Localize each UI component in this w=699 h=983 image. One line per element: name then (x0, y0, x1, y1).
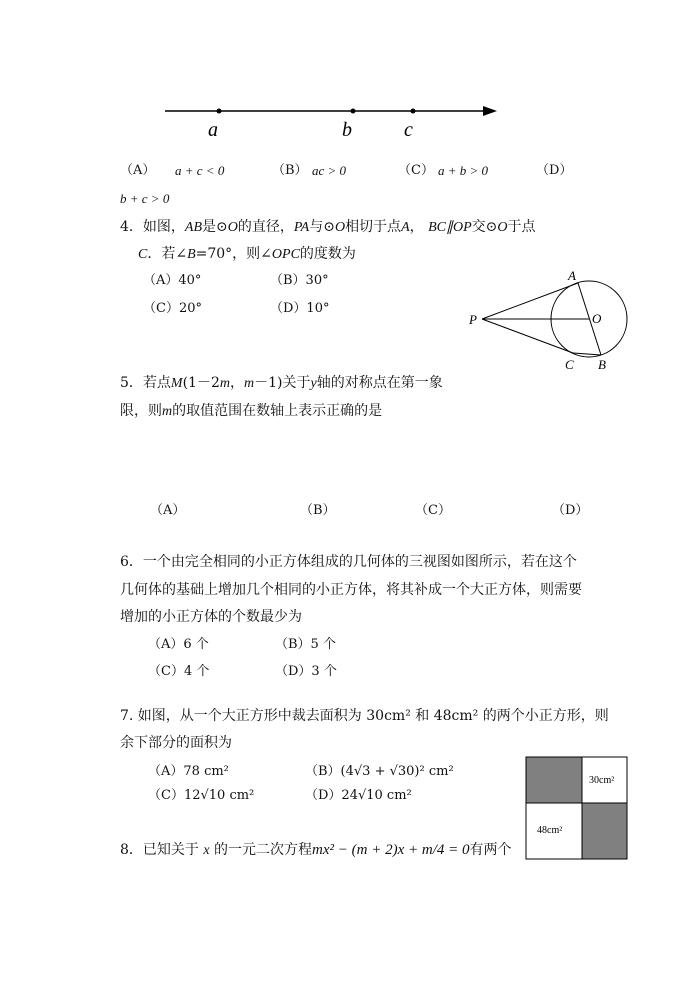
q6-stem-line1: 6．一个由完全相同的小正方体组成的几何体的三视图如图所示，若在这个 (120, 554, 577, 570)
q3-option-a-label: （A） (120, 163, 156, 178)
q3-option-a-expr: a + c < 0 (175, 163, 225, 178)
shaded-region-bottom-right (582, 803, 627, 859)
q3-option-d-expr: b + c > 0 (120, 191, 170, 206)
label-p: P (469, 312, 477, 327)
q4-option-b: （B）30° (270, 273, 329, 288)
q7-option-c: （C）12√10 cm² (148, 788, 255, 803)
q3-option-c-expr: a + b > 0 (438, 163, 489, 178)
q5-option-a: （A） (150, 503, 186, 518)
q6-option-b: （B）5 个 (275, 637, 336, 652)
q5-option-c: （C） (415, 503, 451, 518)
q3-option-b-expr: ac > 0 (312, 163, 347, 178)
q8-equation: mx² − (m + 2)x + m/4 = 0 (312, 842, 470, 858)
q6-stem-line2: 几何体的基础上增加几个相同的小正方体，将其补成一个大正方体，则需要 (120, 582, 582, 598)
point-b-label: b (342, 119, 352, 141)
q4-option-a: （A）40° (143, 273, 202, 288)
q3-option-c-label: （C） (398, 163, 434, 178)
q7-stem-line1: 7. 如图，从一个大正方形中裁去面积为 30cm² 和 48cm² 的两个小正方形，则 (120, 708, 609, 724)
q4-stem-line1: 4．如图，AB是⊙O的直径，PA与⊙O相切于点A， BC∥OP交⊙O于点 (120, 219, 536, 235)
q6-stem-line3: 增加的小正方体的个数最少为 (120, 609, 302, 625)
q4-stem-line2: C．若∠B=70°，则∠OPC的度数为 (138, 246, 356, 262)
q5-option-b: （B） (300, 503, 336, 518)
label-c: C (565, 357, 574, 372)
point-c-label: c (404, 119, 413, 141)
q3-option-d-label: （D） (536, 163, 573, 178)
square-48-label: 48cm² (537, 825, 563, 836)
q6-option-d: （D）3 个 (275, 664, 337, 679)
q6-option-c: （C）4 个 (148, 664, 210, 679)
q4-option-d: （D）10° (270, 301, 330, 316)
q8-stem: 8．已知关于 x 的一元二次方程mx² − (m + 2)x + m/4 = 0有两个 (120, 842, 512, 858)
point-a-label: a (208, 119, 218, 141)
label-b: B (598, 357, 606, 372)
q7-option-d: （D）24√10 cm² (305, 788, 412, 803)
q5-stem-line2: 限，则m的取值范围在数轴上表示正确的是 (120, 403, 383, 419)
shaded-region-top-left (526, 757, 582, 803)
square-30-label: 30cm² (589, 775, 615, 786)
q6-option-a: （A）6 个 (148, 637, 209, 652)
label-a: A (568, 268, 576, 283)
q7-option-b: （B）(4√3 + √30)² cm² (305, 764, 454, 779)
q4-option-c: （C）20° (143, 301, 202, 316)
q3-option-b-label: （B） (272, 163, 308, 178)
q7-stem-line2: 余下部分的面积为 (120, 735, 232, 751)
q5-stem-line1: 5．若点M(1－2m，m－1)关于y轴的对称点在第一象 (120, 375, 443, 391)
q5-option-d: （D） (552, 503, 589, 518)
label-o: O (592, 311, 602, 326)
q7-option-a: （A）78 cm² (148, 764, 229, 779)
